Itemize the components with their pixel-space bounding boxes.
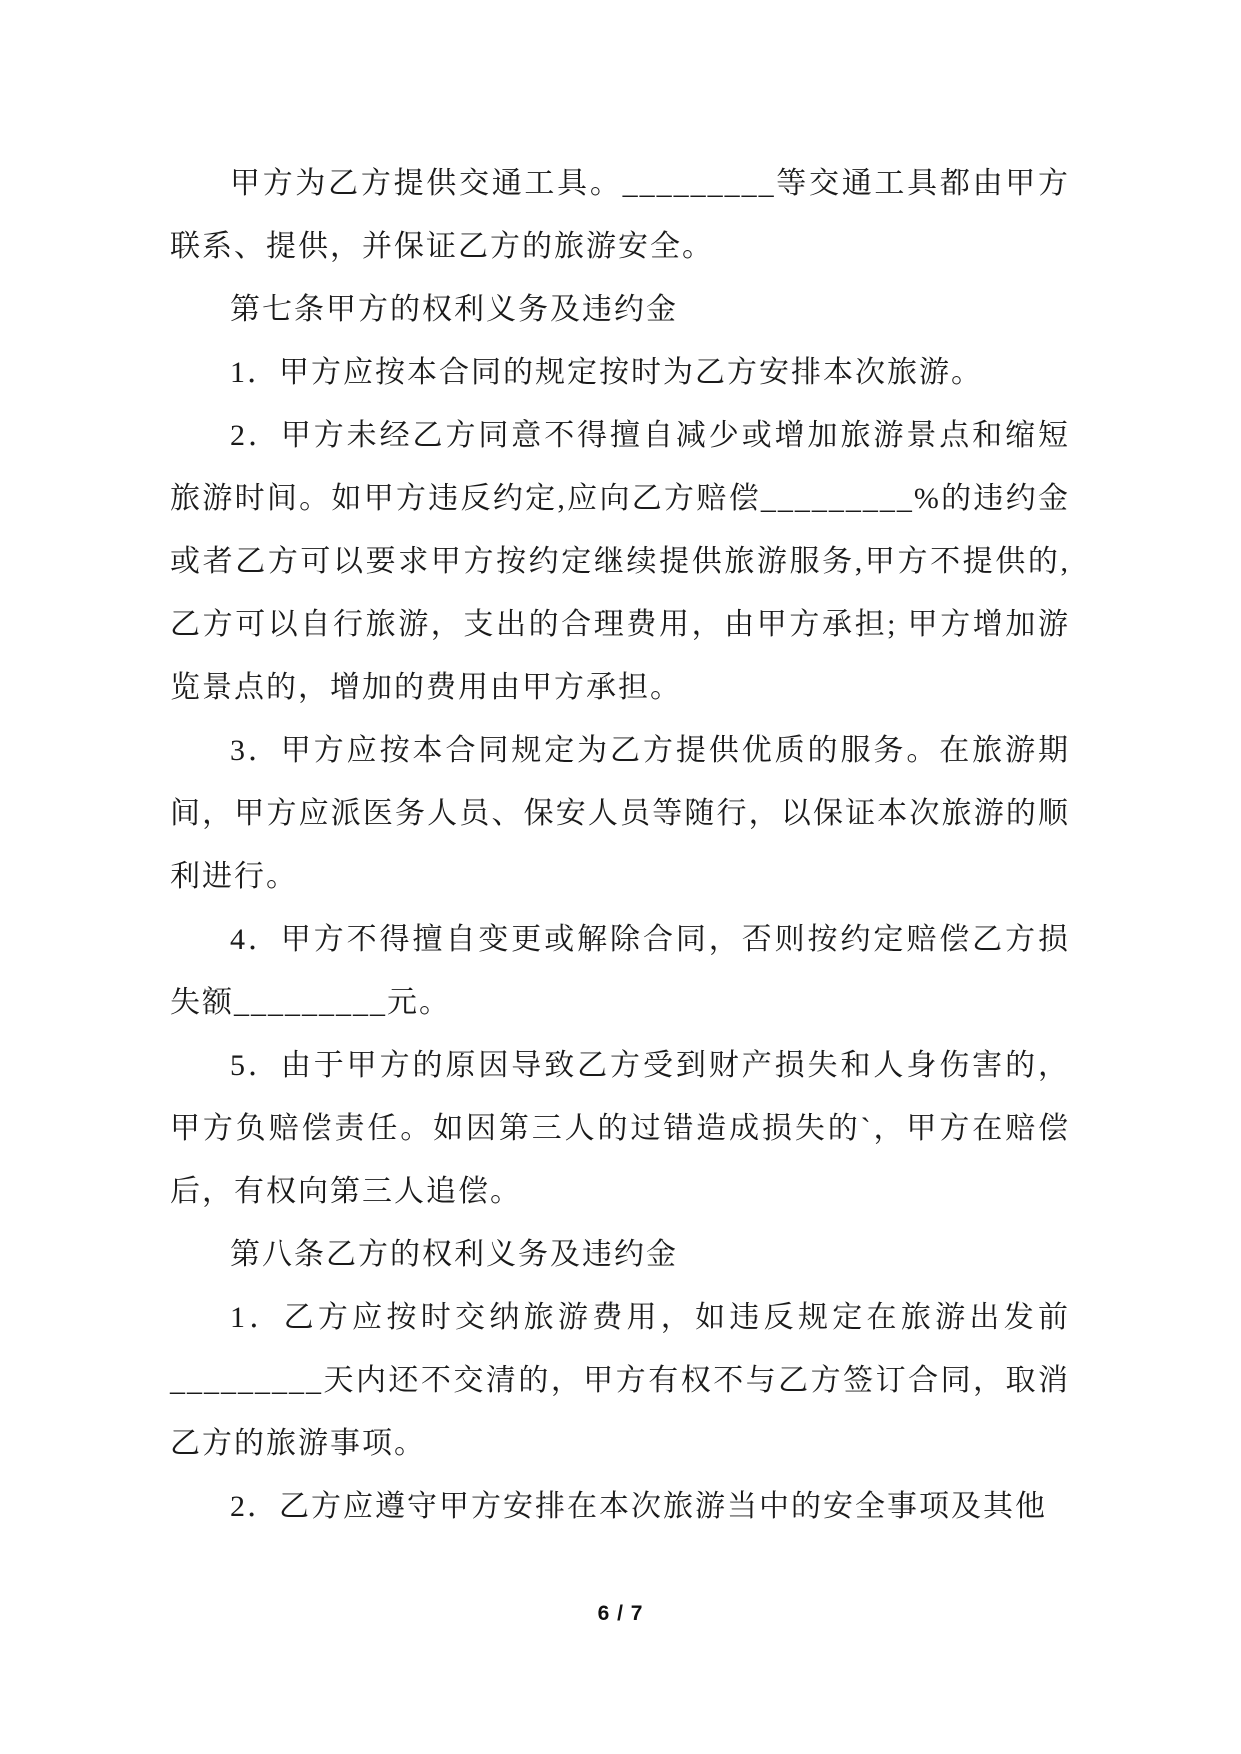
- contract-paragraph: 3．甲方应按本合同规定为乙方提供优质的服务。在旅游期间，甲方应派医务人员、保安人员等随行，以保证本次旅游的顺利进行。: [170, 734, 1070, 893]
- contract-paragraph: 第七条甲方的权利义务及违约金: [230, 293, 678, 326]
- contract-paragraph: 第八条乙方的权利义务及违约金: [230, 1238, 678, 1271]
- page-number: 6 / 7: [597, 1602, 644, 1625]
- contract-paragraph: 2．甲方未经乙方同意不得擅自减少或增加旅游景点和缩短旅游时间。如甲方违反约定,应向乙方赔偿_________%的违约金或者乙方可以要求甲方按约定继续提供旅游服务,甲方不提供的,乙方可以自行旅游，支出的合理费用，由甲方承担; 甲方增加游览景点的，增加的费用由甲方承担。: [170, 419, 1070, 704]
- contract-paragraph: 1．甲方应按本合同的规定按时为乙方安排本次旅游。: [230, 356, 983, 389]
- contract-paragraph: 5．由于甲方的原因导致乙方受到财产损失和人身伤害的，甲方负赔偿责任。如因第三人的过错造成损失的`，甲方在赔偿后，有权向第三人追偿。: [170, 1049, 1070, 1208]
- page-footer: [0, 1602, 1241, 1626]
- contract-paragraph: 甲方为乙方提供交通工具。_________等交通工具都由甲方联系、提供，并保证乙方的旅游安全。: [170, 167, 1070, 263]
- contract-paragraph: 4．甲方不得擅自变更或解除合同，否则按约定赔偿乙方损失额_________元。: [170, 923, 1070, 1019]
- contract-body-text: [170, 152, 1070, 1538]
- contract-paragraph: 2．乙方应遵守甲方安排在本次旅游当中的安全事项及其他: [230, 1490, 1047, 1523]
- contract-paragraph: 1．乙方应按时交纳旅游费用，如违反规定在旅游出发前_________天内还不交清的，甲方有权不与乙方签订合同，取消乙方的旅游事项。: [170, 1301, 1070, 1460]
